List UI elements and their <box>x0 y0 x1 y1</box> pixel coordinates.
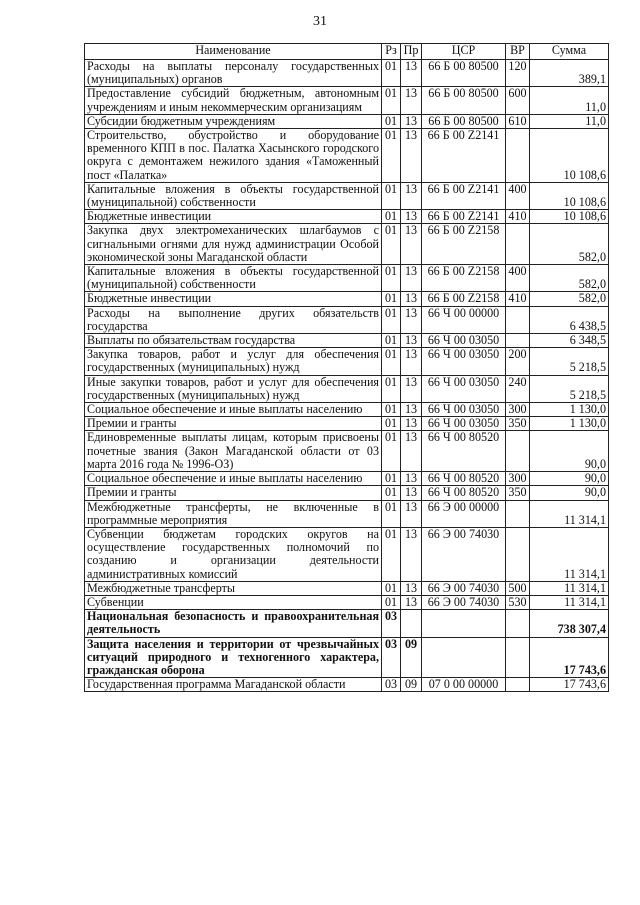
cell-sum: 11,0 <box>530 114 609 128</box>
cell-vr <box>506 637 530 678</box>
cell-sum: 10 108,6 <box>530 210 609 224</box>
cell-name: Премии и гранты <box>85 417 382 431</box>
cell-csr: 66 Ч 00 03050 <box>422 417 506 431</box>
table-row <box>85 348 609 375</box>
cell-vr: 120 <box>506 60 530 87</box>
cell-pr: 13 <box>401 182 422 209</box>
cell-name: Расходы на выполнение других обязательств государства <box>85 306 382 333</box>
cell-pr: 13 <box>401 265 422 292</box>
table-row <box>85 210 609 224</box>
cell-name: Межбюджетные трансферты <box>85 581 382 595</box>
cell-rz: 01 <box>382 581 401 595</box>
cell-csr: 66 Ч 00 80520 <box>422 431 506 472</box>
cell-rz: 01 <box>382 417 401 431</box>
header-pr: Пр <box>401 44 422 60</box>
header-rz: Рз <box>382 44 401 60</box>
cell-pr: 09 <box>401 678 422 692</box>
cell-csr: 66 Б 00 Z2158 <box>422 292 506 306</box>
cell-csr: 66 Б 00 80500 <box>422 60 506 87</box>
cell-sum: 11 314,1 <box>530 500 609 527</box>
cell-pr: 13 <box>401 210 422 224</box>
cell-pr: 13 <box>401 348 422 375</box>
cell-pr: 13 <box>401 486 422 500</box>
cell-pr: 13 <box>401 334 422 348</box>
cell-sum: 90,0 <box>530 472 609 486</box>
cell-vr: 200 <box>506 348 530 375</box>
cell-name: Капитальные вложения в объекты государственной (муниципальной) собственности <box>85 265 382 292</box>
cell-vr <box>506 527 530 581</box>
cell-name: Премии и гранты <box>85 486 382 500</box>
cell-rz: 01 <box>382 431 401 472</box>
cell-pr: 13 <box>401 375 422 402</box>
cell-vr: 300 <box>506 472 530 486</box>
cell-csr: 66 Ч 00 80520 <box>422 472 506 486</box>
table-row <box>85 60 609 87</box>
cell-name: Закупка двух электромеханических шлагбаумов с сигнальными огнями для нужд администрации Особой экономической зоны Магаданской области <box>85 224 382 265</box>
cell-sum: 5 218,5 <box>530 375 609 402</box>
cell-csr: 66 Б 00 80500 <box>422 114 506 128</box>
cell-pr: 13 <box>401 417 422 431</box>
cell-name: Иные закупки товаров, работ и услуг для обеспечения государственных (муниципальных) нужд <box>85 375 382 402</box>
cell-rz: 01 <box>382 292 401 306</box>
cell-vr <box>506 334 530 348</box>
cell-sum: 11,0 <box>530 87 609 114</box>
cell-csr: 66 Ч 00 80520 <box>422 486 506 500</box>
cell-sum: 90,0 <box>530 431 609 472</box>
cell-rz: 01 <box>382 403 401 417</box>
table-row <box>85 114 609 128</box>
cell-sum: 10 108,6 <box>530 129 609 183</box>
cell-rz: 03 <box>382 637 401 678</box>
cell-sum: 17 743,6 <box>530 678 609 692</box>
cell-sum: 11 314,1 <box>530 581 609 595</box>
table-row <box>85 224 609 265</box>
cell-csr: 66 Ч 00 03050 <box>422 375 506 402</box>
cell-rz: 01 <box>382 210 401 224</box>
cell-name: Социальное обеспечение и иные выплаты населению <box>85 403 382 417</box>
cell-csr: 66 Ч 00 03050 <box>422 334 506 348</box>
table-row <box>85 306 609 333</box>
cell-pr: 13 <box>401 306 422 333</box>
cell-name: Выплаты по обязательствам государства <box>85 334 382 348</box>
cell-csr <box>422 637 506 678</box>
cell-csr: 66 Э 00 74030 <box>422 595 506 609</box>
cell-vr: 600 <box>506 87 530 114</box>
cell-sum: 1 130,0 <box>530 403 609 417</box>
cell-rz: 01 <box>382 472 401 486</box>
cell-rz: 01 <box>382 129 401 183</box>
cell-rz: 01 <box>382 306 401 333</box>
table-row <box>85 292 609 306</box>
cell-rz: 01 <box>382 114 401 128</box>
cell-sum: 389,1 <box>530 60 609 87</box>
cell-sum: 5 218,5 <box>530 348 609 375</box>
cell-csr: 66 Э 00 00000 <box>422 500 506 527</box>
table-row <box>85 581 609 595</box>
cell-csr <box>422 610 506 637</box>
cell-rz: 01 <box>382 334 401 348</box>
cell-pr: 13 <box>401 292 422 306</box>
table-row <box>85 610 609 637</box>
cell-vr: 410 <box>506 292 530 306</box>
cell-name: Социальное обеспечение и иные выплаты населению <box>85 472 382 486</box>
table-row <box>85 431 609 472</box>
cell-rz: 01 <box>382 182 401 209</box>
cell-sum: 10 108,6 <box>530 182 609 209</box>
cell-pr: 13 <box>401 403 422 417</box>
cell-pr: 13 <box>401 60 422 87</box>
cell-csr: 66 Б 00 80500 <box>422 87 506 114</box>
cell-pr: 13 <box>401 595 422 609</box>
cell-vr: 350 <box>506 417 530 431</box>
table-row <box>85 527 609 581</box>
header-vr: ВР <box>506 44 530 60</box>
table-row <box>85 403 609 417</box>
table-row <box>85 87 609 114</box>
cell-rz: 01 <box>382 265 401 292</box>
cell-csr: 66 Б 00 Z2158 <box>422 265 506 292</box>
cell-rz: 01 <box>382 348 401 375</box>
cell-sum: 582,0 <box>530 224 609 265</box>
cell-csr: 66 Б 00 Z2141 <box>422 210 506 224</box>
cell-rz: 01 <box>382 500 401 527</box>
cell-sum: 1 130,0 <box>530 417 609 431</box>
table-row <box>85 182 609 209</box>
cell-csr: 66 Б 00 Z2158 <box>422 224 506 265</box>
header-sum: Сумма <box>530 44 609 60</box>
cell-vr <box>506 678 530 692</box>
cell-name: Защита населения и территории от чрезвычайных ситуаций природного и техногенного характера, гражданская оборона <box>85 637 382 678</box>
cell-name: Государственная программа Магаданской области <box>85 678 382 692</box>
cell-csr: 66 Ч 00 03050 <box>422 348 506 375</box>
cell-rz: 01 <box>382 87 401 114</box>
cell-name: Единовременные выплаты лицам, которым присвоены почетные звания (Закон Магаданской области от 03 марта 2016 года № 1996-ОЗ) <box>85 431 382 472</box>
table-row <box>85 500 609 527</box>
cell-name: Капитальные вложения в объекты государственной (муниципальной) собственности <box>85 182 382 209</box>
cell-name: Бюджетные инвестиции <box>85 292 382 306</box>
cell-name: Закупка товаров, работ и услуг для обеспечения государственных (муниципальных) нужд <box>85 348 382 375</box>
cell-pr: 09 <box>401 637 422 678</box>
cell-csr: 66 Б 00 Z2141 <box>422 182 506 209</box>
cell-rz: 01 <box>382 375 401 402</box>
cell-vr: 500 <box>506 581 530 595</box>
cell-vr: 350 <box>506 486 530 500</box>
cell-vr: 410 <box>506 210 530 224</box>
cell-pr <box>401 610 422 637</box>
cell-sum: 11 314,1 <box>530 595 609 609</box>
cell-rz: 01 <box>382 60 401 87</box>
cell-vr <box>506 610 530 637</box>
cell-vr <box>506 306 530 333</box>
page-number: 31 <box>313 14 327 29</box>
cell-pr: 13 <box>401 500 422 527</box>
cell-pr: 13 <box>401 581 422 595</box>
cell-csr: 66 Б 00 Z2141 <box>422 129 506 183</box>
cell-pr: 13 <box>401 129 422 183</box>
cell-pr: 13 <box>401 472 422 486</box>
cell-vr <box>506 224 530 265</box>
cell-vr: 610 <box>506 114 530 128</box>
cell-rz: 01 <box>382 486 401 500</box>
cell-name: Расходы на выплаты персоналу государственных (муниципальных) органов <box>85 60 382 87</box>
table-row <box>85 417 609 431</box>
cell-name: Предоставление субсидий бюджетным, автономным учреждениям и иным некоммерческим организациям <box>85 87 382 114</box>
cell-csr: 66 Э 00 74030 <box>422 581 506 595</box>
table-row <box>85 375 609 402</box>
cell-name: Субвенции <box>85 595 382 609</box>
table-row <box>85 637 609 678</box>
cell-name: Межбюджетные трансферты, не включенные в программные мероприятия <box>85 500 382 527</box>
budget-table <box>84 43 609 692</box>
cell-sum: 6 348,5 <box>530 334 609 348</box>
cell-name: Национальная безопасность и правоохранительная деятельность <box>85 610 382 637</box>
table-row <box>85 265 609 292</box>
cell-vr <box>506 129 530 183</box>
cell-sum: 17 743,6 <box>530 637 609 678</box>
cell-vr: 400 <box>506 265 530 292</box>
cell-pr: 13 <box>401 431 422 472</box>
table-header-row <box>85 44 609 60</box>
cell-csr: 66 Ч 00 03050 <box>422 403 506 417</box>
cell-pr: 13 <box>401 527 422 581</box>
table-row <box>85 129 609 183</box>
cell-sum: 582,0 <box>530 292 609 306</box>
cell-name: Бюджетные инвестиции <box>85 210 382 224</box>
cell-vr: 300 <box>506 403 530 417</box>
table-row <box>85 678 609 692</box>
cell-name: Субсидии бюджетным учреждениям <box>85 114 382 128</box>
cell-vr: 240 <box>506 375 530 402</box>
table-row <box>85 486 609 500</box>
cell-pr: 13 <box>401 114 422 128</box>
cell-vr: 530 <box>506 595 530 609</box>
cell-rz: 03 <box>382 678 401 692</box>
cell-sum: 6 438,5 <box>530 306 609 333</box>
cell-rz: 01 <box>382 595 401 609</box>
cell-rz: 03 <box>382 610 401 637</box>
table-row <box>85 595 609 609</box>
table-row <box>85 472 609 486</box>
cell-vr <box>506 431 530 472</box>
cell-sum: 738 307,4 <box>530 610 609 637</box>
cell-rz: 01 <box>382 224 401 265</box>
cell-rz: 01 <box>382 527 401 581</box>
table-row <box>85 334 609 348</box>
header-csr: ЦСР <box>422 44 506 60</box>
cell-vr: 400 <box>506 182 530 209</box>
cell-csr: 07 0 00 00000 <box>422 678 506 692</box>
cell-pr: 13 <box>401 224 422 265</box>
cell-vr <box>506 500 530 527</box>
cell-sum: 11 314,1 <box>530 527 609 581</box>
cell-name: Субвенции бюджетам городских округов на осуществление государственных полномочий по созданию и организации деятельности административных комиссий <box>85 527 382 581</box>
header-name: Наименование <box>85 44 382 60</box>
cell-name: Строительство, обустройство и оборудование временного КПП в пос. Палатка Хасынского городского округа с демонтажем нежилого здания «Таможенный пост «Палатка» <box>85 129 382 183</box>
cell-sum: 582,0 <box>530 265 609 292</box>
cell-csr: 66 Ч 00 00000 <box>422 306 506 333</box>
cell-csr: 66 Э 00 74030 <box>422 527 506 581</box>
cell-sum: 90,0 <box>530 486 609 500</box>
cell-pr: 13 <box>401 87 422 114</box>
